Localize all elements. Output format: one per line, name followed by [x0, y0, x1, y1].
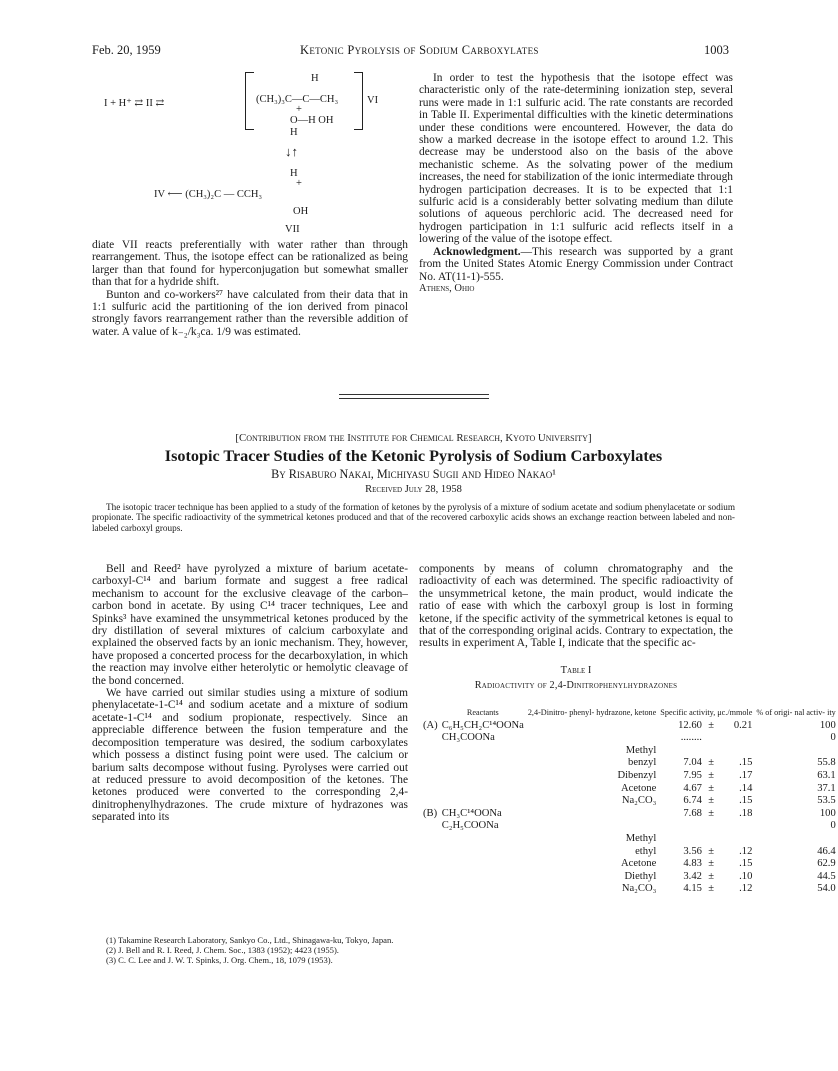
row-group-label — [421, 858, 440, 871]
row-activity-value: ........ — [680, 732, 702, 744]
row-reactant — [440, 770, 526, 783]
row-activity-value — [658, 833, 704, 846]
row-percent-original: 53.5 — [817, 795, 836, 807]
body-left-column — [92, 563, 408, 824]
row-ketone: Na₂CO₃ — [621, 795, 657, 807]
row-activity-error: .14 — [739, 782, 753, 794]
row-percent-original — [754, 833, 837, 846]
row-group-label: (A) — [423, 719, 438, 731]
scheme-h2: H — [290, 168, 298, 179]
scheme-plus: + — [296, 104, 302, 115]
row-percent-original: 62.9 — [817, 858, 836, 870]
header-percent-original: % of origi- nal activ- ity — [756, 708, 836, 717]
row-ketone: ethyl — [635, 845, 657, 857]
row-plus-minus — [704, 732, 718, 745]
scheme-equilibrium-left: I + H⁺ ⇄ II ⇄ — [104, 98, 165, 109]
row-group-label — [421, 732, 440, 745]
table-row — [421, 846, 838, 859]
row-plus-minus — [704, 820, 718, 833]
row-reactant — [440, 745, 526, 758]
page-number: 1003 — [704, 43, 729, 57]
row-activity-value: 4.83 — [683, 858, 702, 870]
row-activity-value — [658, 820, 704, 833]
row-activity-value: 4.15 — [683, 883, 702, 895]
row-activity-value: 7.04 — [683, 757, 702, 769]
table-1 — [421, 693, 836, 896]
row-group-label — [421, 846, 440, 859]
scheme-row2: IV ⟵ (CH₃)₂C — CCH₃ — [154, 189, 263, 200]
row-reactant: CH₃COONa — [441, 732, 495, 744]
table-row — [421, 732, 838, 745]
left-paragraph-1: diate VII reacts preferentially with water rather than through rearrangement. Thus, the isotope effect can be rationalized as being larger than that found for hyperconjugation but somewhat smaller than that for a hydride shift. — [92, 239, 408, 289]
row-plus-minus: ± — [708, 757, 715, 769]
row-activity-error — [718, 820, 754, 833]
equilibrium-arrows-icon: ↓↑ — [285, 144, 298, 159]
body-right-column — [419, 563, 733, 650]
right-column-continuation — [419, 72, 733, 295]
row-reactant: CH₃C¹⁴OONa — [441, 807, 502, 819]
row-plus-minus: ± — [708, 845, 715, 857]
scheme-core: (CH₃)₃C—C—CH₃ — [256, 94, 339, 105]
received-date: Received July 28, 1958 — [365, 484, 462, 495]
table-row — [421, 883, 838, 896]
table-row — [421, 745, 838, 758]
table-row — [421, 871, 838, 884]
place-athens: Athens, Ohio — [419, 282, 475, 294]
row-reactant — [440, 757, 526, 770]
row-percent-original: 44.5 — [817, 870, 836, 882]
row-plus-minus: ± — [708, 795, 715, 807]
table-row — [421, 833, 838, 846]
row-activity-error: .12 — [739, 845, 753, 857]
row-ketone — [526, 820, 658, 833]
scheme-label-vi: VI — [367, 95, 379, 106]
row-reactant — [440, 795, 526, 808]
acknowledgment-label: Acknowledgment. — [433, 245, 521, 258]
left-bracket — [245, 72, 254, 130]
row-ketone — [526, 720, 658, 733]
footnote-3: (3) C. C. Lee and J. W. T. Spinks, J. Org. Chem., 18, 1079 (1953). — [106, 955, 333, 966]
row-plus-minus: ± — [708, 870, 715, 882]
contribution-line: [Contribution from the Institute for Chemical Research, Kyoto University] — [235, 432, 592, 444]
header-specific-activity: Specific activity, μc./mmole — [660, 708, 753, 717]
row-group-label — [421, 757, 440, 770]
row-activity-error — [718, 833, 754, 846]
row-ketone — [526, 808, 658, 821]
row-ketone: Acetone — [621, 782, 657, 794]
row-plus-minus: ± — [708, 858, 715, 870]
row-percent-original: 63.1 — [817, 769, 836, 781]
row-group-label — [421, 820, 440, 833]
row-ketone: Na₂CO₃ — [621, 883, 657, 895]
row-percent-original: 54.0 — [817, 883, 836, 895]
row-group-label — [421, 833, 440, 846]
row-reactant — [440, 871, 526, 884]
row-reactant — [440, 833, 526, 846]
footnote-2: (2) J. Bell and R. I. Reed, J. Chem. Soc., 1383 (1952); 4423 (1955). — [106, 945, 339, 956]
row-plus-minus: ± — [708, 883, 715, 895]
row-activity-value: 7.68 — [683, 807, 702, 819]
row-percent-original: 37.1 — [817, 782, 836, 794]
separator-rule-2 — [339, 398, 489, 399]
row-percent-original: 100 — [819, 807, 836, 819]
header-ketone: 2,4-Dinitro- phenyl- hydrazone, ketone — [527, 708, 657, 717]
scheme-plus2: + — [296, 178, 302, 189]
row-ketone: Acetone — [621, 858, 657, 870]
row-activity-error: .12 — [739, 883, 753, 895]
row-ketone: Methyl — [625, 744, 657, 756]
table-row — [421, 720, 838, 733]
row-reactant — [440, 846, 526, 859]
row-activity-error: .15 — [739, 795, 753, 807]
row-group-label — [421, 745, 440, 758]
row-percent-original: 100 — [819, 719, 836, 731]
row-activity-error: .10 — [739, 870, 753, 882]
row-activity-error: .17 — [739, 769, 753, 781]
article-authors: By Risaburo Nakai, Michiyasu Sugii and Hideo Nakao¹ — [271, 467, 556, 481]
row-reactant — [440, 783, 526, 796]
header-reactants: Reactants — [466, 708, 499, 717]
row-activity-error: .15 — [739, 858, 753, 870]
table-row — [421, 795, 838, 808]
row-activity-value: 3.56 — [683, 845, 702, 857]
table-label: Table I — [560, 665, 592, 676]
row-percent-original: 46.4 — [817, 845, 836, 857]
row-percent-original: 0 — [830, 820, 836, 832]
header-running-title: Ketonic Pyrolysis of Sodium Carboxylates — [300, 43, 539, 57]
footnotes — [92, 935, 408, 966]
scheme-oh2: OH — [293, 206, 309, 217]
row-group-label — [421, 783, 440, 796]
table-row — [421, 783, 838, 796]
scheme-oh-row: O—H OH — [290, 115, 334, 126]
row-activity-value: 4.67 — [683, 782, 702, 794]
row-ketone: benzyl — [628, 757, 657, 769]
row-plus-minus — [704, 833, 718, 846]
right-bracket — [354, 72, 363, 130]
row-group-label: (B) — [423, 807, 438, 819]
row-plus-minus: ± — [708, 769, 715, 781]
row-group-label — [421, 770, 440, 783]
row-reactant: C₆H₅CH₂C¹⁴OONa — [441, 719, 524, 731]
row-plus-minus — [704, 745, 718, 758]
row-plus-minus: ± — [708, 782, 715, 794]
article-title: Isotopic Tracer Studies of the Ketonic Pyrolysis of Sodium Carboxylates — [164, 447, 663, 465]
reaction-scheme — [92, 70, 412, 238]
abstract: The isotopic tracer technique has been applied to a study of the formation of ketones by the pyrolysis of a mixture of sodium acetate and sodium phenylacetate or sodium propionate. The specific radioactivity of the symmetrical ketones produced and that of the recovered carboxylic acids shows an exchange reaction between labeled and non-labeled carboxyl groups. — [92, 502, 735, 533]
table-row — [421, 808, 838, 821]
header-date: Feb. 20, 1959 — [92, 43, 161, 57]
table-title: Radioactivity of 2,4-Dinitrophenylhydrazones — [474, 680, 678, 691]
row-activity-error: 0.21 — [733, 719, 753, 731]
right-paragraph-1: In order to test the hypothesis that the isotope effect was characteristic only of the rate-determining ionization step, several runs were made in 1:1 sulfuric acid. The rate constants are recorded in Table II. Experimental difficulties with the kinetic determinations under these conditions were encountered. However, the data do show a marked decrease in the isotope effect to around 1.2. This decrease may be understood also on the basis of the above mechanistic scheme. As the solvating power of the medium increases, the need for stabilization of the ionic intermediate through hydrogen participation decreases. It is to be expected that 1:1 sulfuric acid is a considerably better solvating medium than dilute solutions of aqueous perchloric acid. The decreased need for hydrogen participation in 1:1 sulfuric acid reflects itself in a lowering of the value of the isotope effect. — [419, 72, 733, 246]
row-plus-minus: ± — [708, 807, 715, 819]
row-activity-value: 12.60 — [678, 719, 702, 731]
row-percent-original: 55.8 — [817, 757, 836, 769]
row-reactant — [440, 858, 526, 871]
table-row — [421, 770, 838, 783]
separator-rule-1 — [339, 394, 489, 395]
table-row — [421, 858, 838, 871]
row-activity-error — [718, 745, 754, 758]
scheme-h-top: H — [311, 73, 319, 84]
row-ketone: Dibenzyl — [617, 769, 657, 781]
row-plus-minus: ± — [708, 719, 715, 731]
scheme-label-vii: VII — [285, 224, 300, 235]
footnote-1: (1) Takamine Research Laboratory, Sankyo Co., Ltd., Shinagawa-ku, Tokyo, Japan. — [106, 935, 394, 945]
acknowledgment-text: —This research was supported by a grant from the United States Atomic Energy Commission under Contract No. AT(11-1)-555. — [419, 245, 733, 283]
left-column-continuation — [92, 239, 408, 338]
row-group-label — [421, 871, 440, 884]
row-activity-value: 7.95 — [683, 769, 702, 781]
row-activity-error — [718, 732, 754, 745]
row-reactant: C₂H₅COONa — [441, 820, 499, 832]
row-ketone: Methyl — [625, 832, 657, 844]
row-group-label — [421, 795, 440, 808]
row-percent-original: 0 — [830, 732, 836, 744]
row-activity-error: .15 — [739, 757, 753, 769]
table-row — [421, 757, 838, 770]
row-percent-original — [754, 745, 837, 758]
table-row — [421, 820, 838, 833]
table-header-row — [421, 693, 838, 720]
scheme-h-under: H — [290, 127, 298, 138]
body-left-paragraph-2: We have carried out similar studies using a mixture of sodium phenylacetate-1-C¹⁴ and sodium acetate and a mixture of sodium acetate-1-C¹⁴ and sodium propionate, respectively. Since an appreciable difference between the fusion temperature and the decomposition temperature was desired, the sodium carboxylates which possess a distinct fusing point were used. The calcium or barium salts decompose without fusing. Pyrolyses were carried out at reduced pressure to avoid decomposition of the ketones. The ketones produced were converted to the corresponding 2,4-dinitrophenylhydrazones. The crude mixture of hydrazones was separated into its — [92, 687, 408, 824]
row-reactant — [440, 883, 526, 896]
row-activity-value — [658, 745, 704, 758]
row-ketone: Diethyl — [624, 870, 657, 882]
row-activity-value: 6.74 — [683, 795, 702, 807]
row-ketone — [526, 732, 658, 745]
row-activity-value: 3.42 — [683, 870, 702, 882]
row-activity-error: .18 — [739, 807, 753, 819]
body-left-paragraph-1: Bell and Reed² have pyrolyzed a mixture of barium acetate-carboxyl-C¹⁴ and barium formate and suggest a free radical mechanism to account for the exclusive cleavage of the carbon–carbon bond in acetate. By using C¹⁴ tracer techniques, Lee and Spinks³ have examined the unsymmetrical ketones produced by the dry distillation of several mixtures of calcium carboxylate and explained the observed facts by an ionic mechanism. They, however, have proposed a concerted process for the decarboxylation, in which the reaction may involve either heterolytic or hemolytic cleavage of the bond concerned. — [92, 563, 408, 687]
row-group-label — [421, 883, 440, 896]
left-paragraph-2: Bunton and co-workers²⁷ have calculated from their data that in 1:1 sulfuric acid the partitioning of the ion derived from pinacol strongly favors rearrangement rather than the reversible addition of water. A value of k₋₂/k₃ca. 1/9 was estimated. — [92, 288, 408, 338]
body-right-paragraph-1: components by means of column chromatography and the radioactivity of each was determined. The specific radioactivity of the unsymmetrical ketone, the main product, would indicate the ratio of ease with which the carboxyl group is lost in forming ketone, if the specific activity of the symmetrical ketones is equal to that of the corresponding original acids. Contrary to expectation, the results in experiment A, Table I, indicate that the specific ac- — [419, 563, 733, 650]
